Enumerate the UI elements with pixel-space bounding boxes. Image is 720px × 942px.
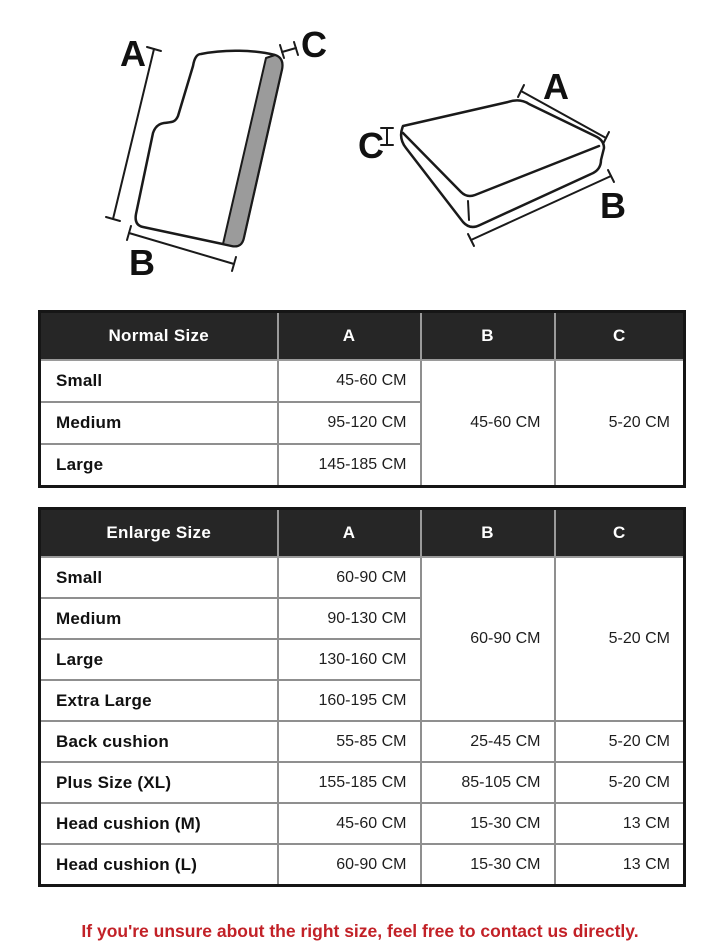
table-title: Normal Size (40, 312, 278, 361)
size-label-cell: Medium (40, 402, 278, 444)
value-cell-a: 55-85 CM (278, 721, 421, 762)
dimension-tick (603, 132, 609, 144)
dimension-label-b: B (129, 242, 155, 283)
table-row (40, 803, 685, 844)
table-header-row (40, 312, 685, 361)
size-label-cell: Large (40, 639, 278, 680)
value-cell-a: 60-90 CM (278, 844, 421, 886)
dimension-label-c: C (301, 24, 327, 65)
table-row (40, 844, 685, 886)
value-cell-c: 5-20 CM (555, 762, 685, 803)
value-cell-c: 5-20 CM (555, 557, 685, 721)
value-cell-b: 25-45 CM (421, 721, 555, 762)
size-label-cell: Plus Size (XL) (40, 762, 278, 803)
value-cell-b: 45-60 CM (421, 360, 555, 487)
value-cell-c: 13 CM (555, 844, 685, 886)
size-label-cell: Back cushion (40, 721, 278, 762)
value-cell-a: 60-90 CM (278, 557, 421, 598)
dimension-label-c: C (358, 125, 384, 166)
value-cell-a: 160-195 CM (278, 680, 421, 721)
value-cell-c: 5-20 CM (555, 360, 685, 487)
dimension-label-a: A (120, 33, 146, 74)
value-cell-b: 15-30 CM (421, 844, 555, 886)
table-row (40, 557, 685, 598)
column-header-a: A (278, 312, 421, 361)
column-header-a: A (278, 509, 421, 558)
value-cell-a: 95-120 CM (278, 402, 421, 444)
table-row (40, 360, 685, 402)
size-label-cell: Head cushion (M) (40, 803, 278, 844)
value-cell-c: 13 CM (555, 803, 685, 844)
size-label-cell: Large (40, 444, 278, 487)
size-label-cell: Small (40, 360, 278, 402)
enlarge-size-table (38, 507, 686, 887)
dimension-line-c (282, 48, 296, 52)
contact-note: If you're unsure about the right size, feel free to contact us directly. (81, 921, 639, 941)
value-cell-a: 45-60 CM (278, 803, 421, 844)
value-cell-a: 155-185 CM (278, 762, 421, 803)
dimension-label-b: B (600, 185, 626, 226)
size-label-cell: Extra Large (40, 680, 278, 721)
dimension-label-a: A (543, 66, 569, 107)
column-header-c: C (555, 312, 685, 361)
normal-size-table (38, 310, 686, 488)
dimension-tick (518, 85, 524, 97)
seat-cushion-diagram (348, 48, 668, 288)
value-cell-b: 60-90 CM (421, 557, 555, 721)
value-cell-a: 130-160 CM (278, 639, 421, 680)
table-header-row (40, 509, 685, 558)
value-cell-a: 45-60 CM (278, 360, 421, 402)
value-cell-a: 145-185 CM (278, 444, 421, 487)
back-cushion-diagram (80, 16, 360, 296)
value-cell-b: 15-30 CM (421, 803, 555, 844)
size-label-cell: Head cushion (L) (40, 844, 278, 886)
value-cell-b: 85-105 CM (421, 762, 555, 803)
size-label-cell: Small (40, 557, 278, 598)
diagram-section (0, 0, 720, 300)
table-row (40, 721, 685, 762)
column-header-b: B (421, 509, 555, 558)
table-row (40, 762, 685, 803)
size-label-cell: Medium (40, 598, 278, 639)
seat-cushion-front-edge (468, 201, 469, 220)
column-header-b: B (421, 312, 555, 361)
value-cell-a: 90-130 CM (278, 598, 421, 639)
value-cell-c: 5-20 CM (555, 721, 685, 762)
column-header-c: C (555, 509, 685, 558)
table-title: Enlarge Size (40, 509, 278, 558)
